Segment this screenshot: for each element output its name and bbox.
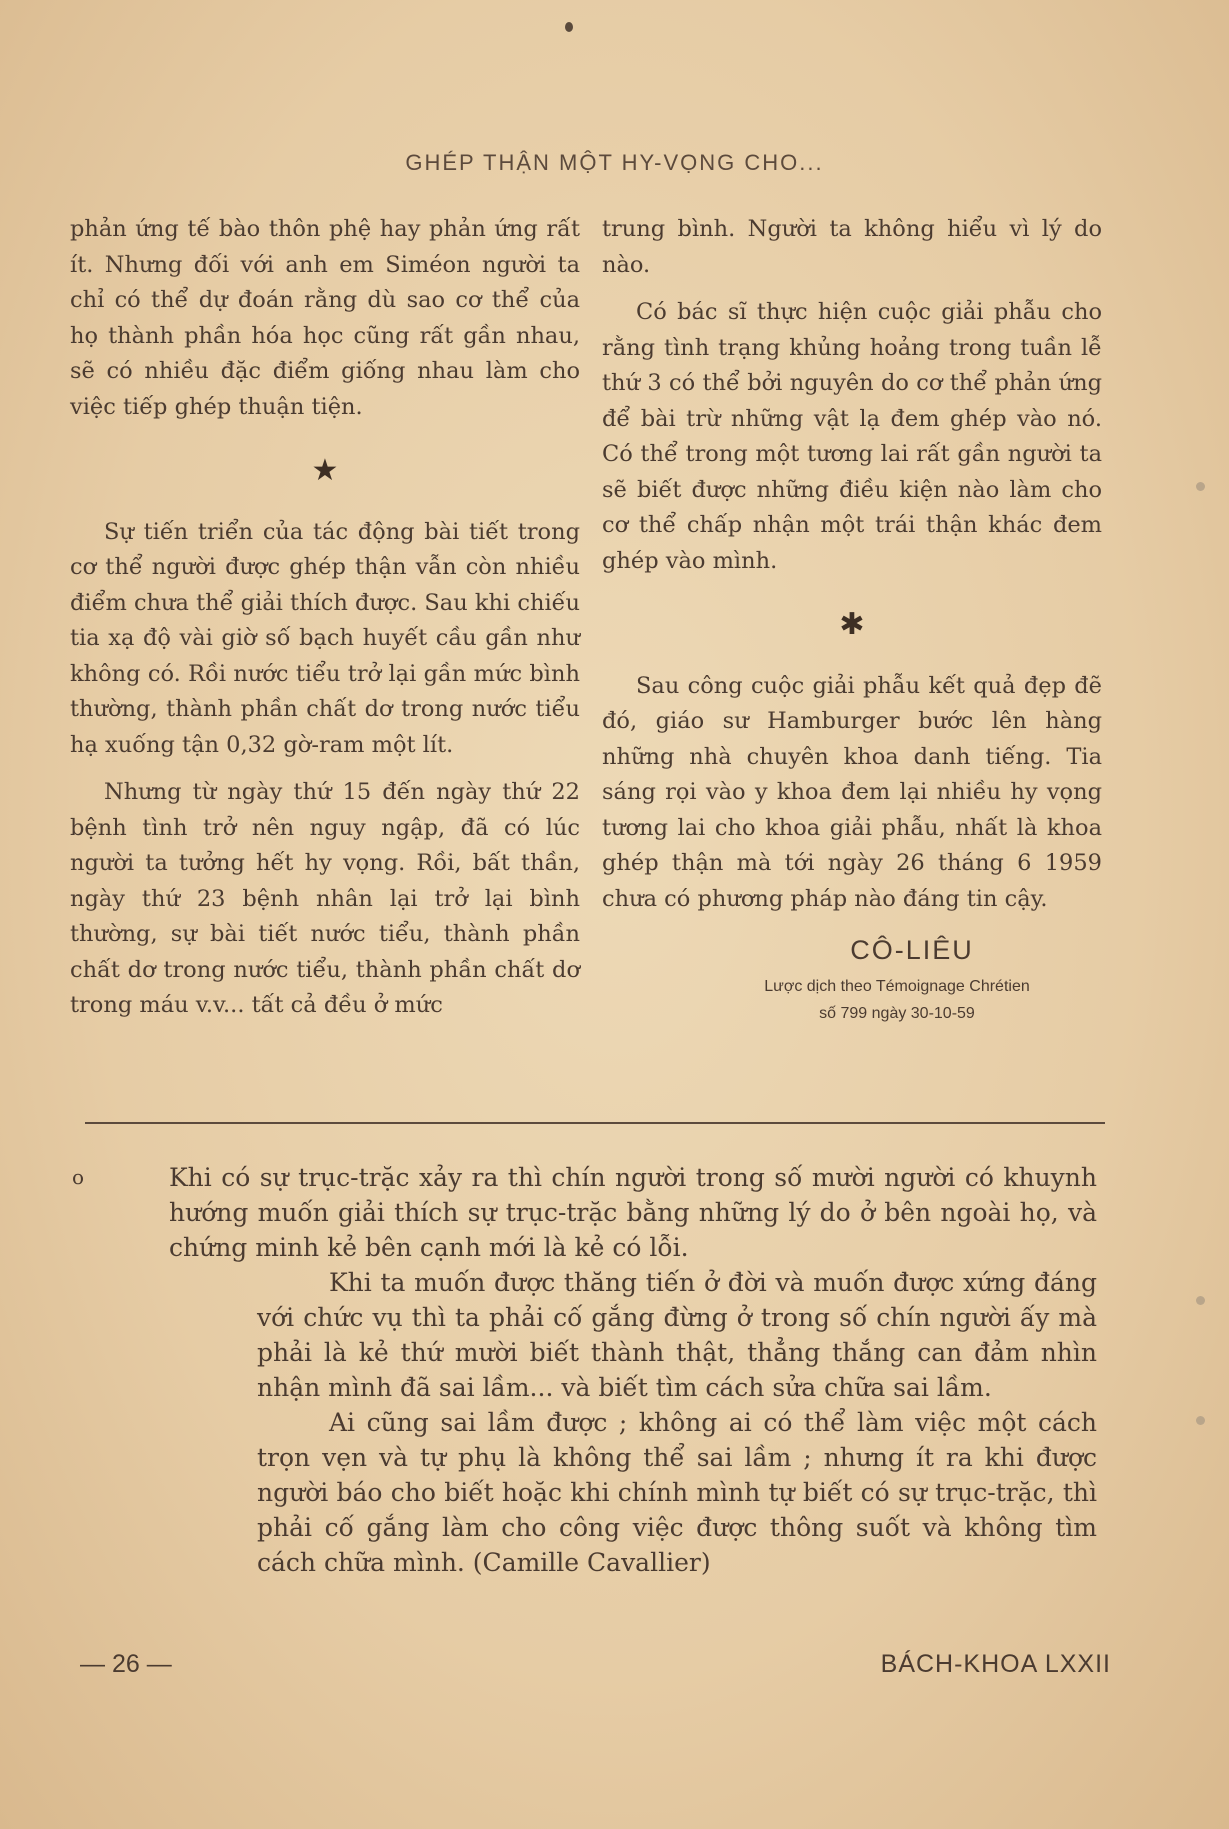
- quote-paragraph-2: Khi ta muốn được thăng tiến ở đời và muốn được xứng đáng với chức vụ thì ta phải cố gắng đừng ở trong số chín người ấy mà phải là kẻ thứ mười biết thành thật, thẳng thắng can đảm nhìn nhận mình đã sai lầm... và biết tìm cách sửa chữa sai lầm.: [257, 1268, 1097, 1402]
- right-paragraph-3: Sau công cuộc giải phẫu kết quả đẹp đẽ đó, giáo sư Hamburger bước lên hàng những nhà chuyên khoa danh tiếng. Tia sáng rọi vào y khoa đem lại nhiều hy vọng tương lai cho khoa giải phẫu, nhất là khoa ghép thận mà tới ngày 26 tháng 6 1959 chưa có phương pháp nào đáng tin cậy.: [602, 672, 1102, 912]
- paper-speck: [1196, 1416, 1205, 1425]
- left-column: [70, 212, 580, 1036]
- left-paragraph-1: phản ứng tế bào thôn phệ hay phản ứng rất ít. Nhưng đối với anh em Siméon người ta chỉ có thể dự đoán rằng dù sao cơ thể của họ thành phần hóa học cũng rất gần nhau, sẽ có nhiều đặc điểm giống nhau làm cho việc tiếp ghép thuận tiện.: [70, 216, 580, 420]
- source-credit: [602, 973, 1102, 1027]
- bullet-icon: o: [72, 1165, 85, 1189]
- right-paragraph-1: trung bình. Người ta không hiểu vì lý do nào.: [602, 216, 1102, 278]
- paper-speck: [1196, 1296, 1205, 1305]
- asterisk-ornament-icon: ✱: [839, 607, 865, 642]
- quote-box: [72, 1160, 1112, 1580]
- quote-body: [169, 1160, 1097, 1580]
- running-head: GHÉP THẬN MỘT HY-VỌNG CHO...: [405, 150, 824, 175]
- left-paragraph-3: Nhưng từ ngày thứ 15 đến ngày thứ 22 bệnh tình trở nên nguy ngập, đã có lúc người ta tưởng hết hy vọng. Rồi, bất thần, ngày thứ 23 bệnh nhân lại trở lại bình thường, sự bài tiết nước tiểu, thành phần chất dơ trong nước tiểu, thành phần chất dơ trong máu v.v... tất cả đều ở mức: [70, 779, 580, 1018]
- credit-line-1: Lược dịch theo Témoignage Chrétien: [764, 977, 1030, 995]
- right-paragraph-2: Có bác sĩ thực hiện cuộc giải phẫu cho rằng tình trạng khủng hoảng trong tuần lễ thứ 3 có thể bởi nguyên do cơ thể phản ứng để bài trừ những vật lạ đem ghép vào nó. Có thể trong một tương lai rất gần người ta sẽ biết được những điều kiện nào làm cho cơ thể chấp nhận một trái thận khác đem ghép vào mình.: [602, 299, 1102, 574]
- page-number: — 26 —: [80, 1650, 172, 1678]
- magazine-issue: BÁCH-KHOA LXXII: [880, 1650, 1111, 1678]
- star-ornament-icon: ★: [311, 453, 339, 488]
- print-dot: [565, 22, 573, 32]
- right-column: [602, 212, 1102, 1027]
- credit-line-2: số 799 ngày 30-10-59: [819, 1004, 975, 1022]
- left-paragraph-2: Sự tiến triển của tác động bài tiết trong cơ thể người được ghép thận vẫn còn nhiều điểm chưa thể giải thích được. Sau khi chiếu tia xạ độ vài giờ số bạch huyết cầu gần như không có. Rồi nước tiểu trở lại gần mức bình thường, thành phần chất dơ trong nước tiểu hạ xuống tận 0,32 gờ-ram một lít.: [70, 518, 580, 758]
- paper-speck: [1196, 482, 1205, 491]
- quote-paragraph-1: Khi có sự trục-trặc xảy ra thì chín người trong số mười người có khuynh hướng muốn giải thích sự trục-trặc bằng những lý do ở bên ngoài họ, và chứng minh kẻ bên cạnh mới là kẻ có lỗi.: [169, 1163, 1097, 1262]
- section-divider: [85, 1122, 1105, 1124]
- author-signature: CÔ-LIÊU: [850, 935, 974, 965]
- quote-paragraph-3: Ai cũng sai lầm được ; không ai có thể làm việc một cách trọn vẹn và tự phụ là không thể sai lầm ; nhưng ít ra khi được người báo cho biết hoặc khi chính mình tự biết có sự trục-trặc, thì phải cố gắng làm cho công việc được thông suốt và không tìm cách chữa mình. (Camille Cavallier): [257, 1408, 1097, 1577]
